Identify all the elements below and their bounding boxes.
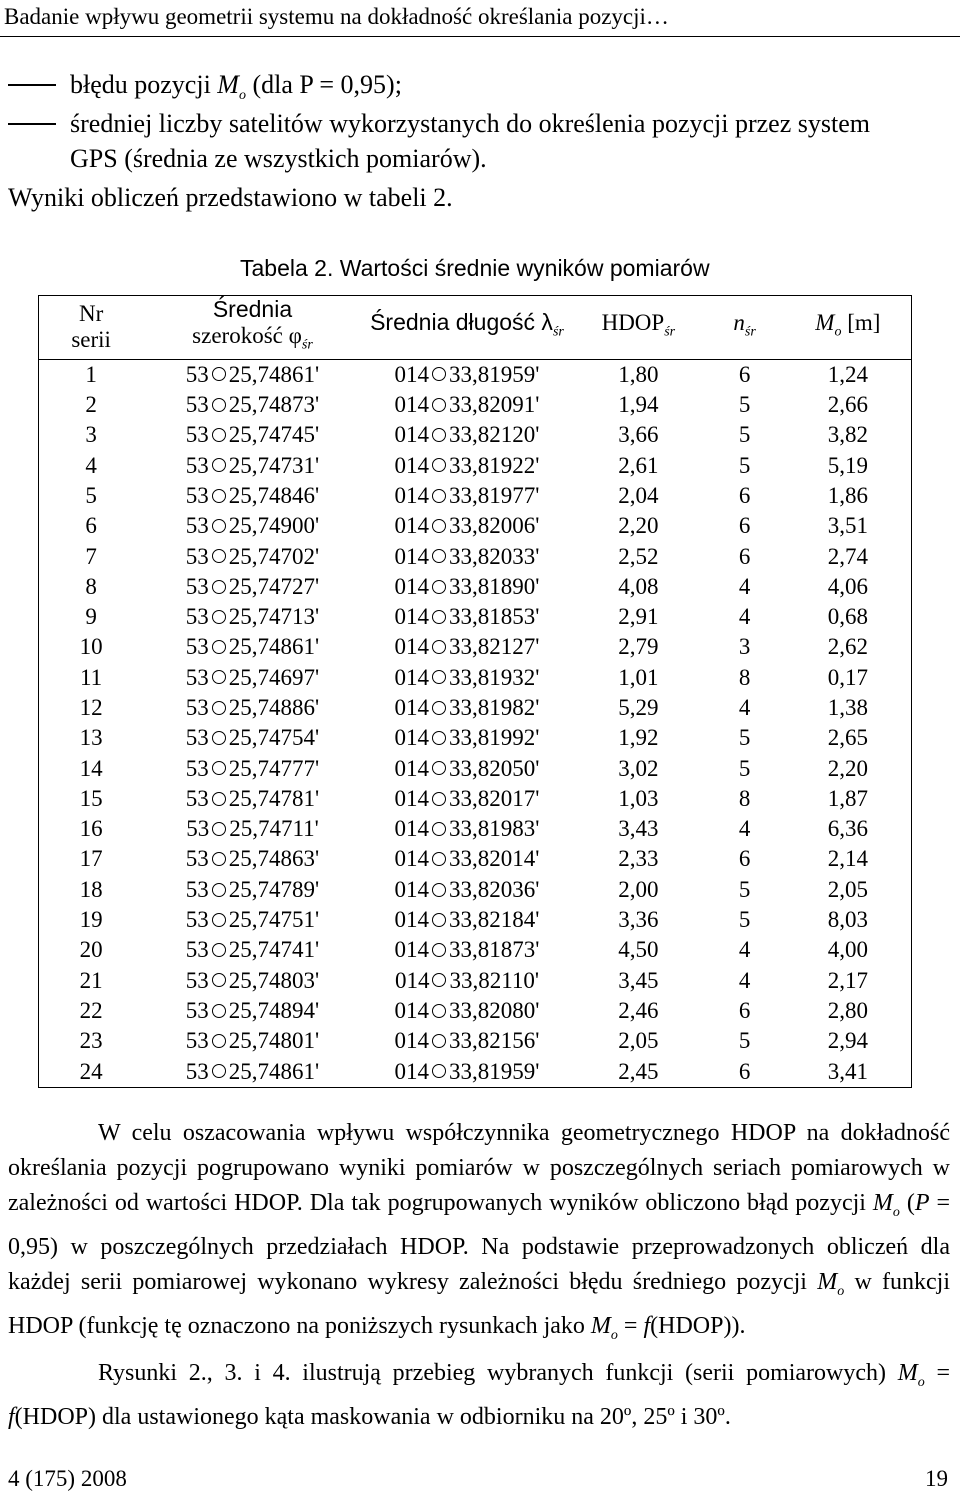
cell-position-error: 3,82 — [827, 422, 868, 448]
cell-satellite-count: 5 — [738, 876, 751, 902]
degree-circle-icon — [212, 943, 226, 957]
cell-hdop: 1,01 — [618, 664, 659, 690]
cell-satellite-count: 4 — [738, 816, 751, 842]
cell-series-number: 20 — [79, 937, 103, 963]
table-row — [39, 723, 912, 753]
degree-circle-icon — [432, 428, 446, 442]
cell-latitude: 53 25,74861' — [185, 1058, 320, 1084]
cell-position-error: 1,24 — [827, 361, 868, 387]
cell-longitude: 014 33,81982' — [394, 695, 540, 720]
cell-series-number: 10 — [79, 634, 103, 660]
cell-longitude: 014 33,81992' — [394, 725, 540, 751]
cell-latitude: 53 25,74861' — [185, 361, 320, 387]
cell-satellite-count: 4 — [738, 937, 751, 963]
cell-latitude: 53 25,74754' — [185, 725, 320, 751]
cell-longitude: 014 33,82127' — [394, 634, 540, 660]
cell-series-number: 12 — [79, 695, 103, 720]
cell-longitude: 014 33,82050' — [394, 755, 540, 781]
table-row — [39, 966, 912, 996]
table-row — [39, 541, 912, 571]
degree-circle-icon — [432, 610, 446, 624]
cell-longitude: 014 33,81983' — [394, 816, 540, 842]
cell-latitude: 53 25,74873' — [185, 392, 320, 418]
cell-longitude: 014 33,81853' — [394, 604, 540, 630]
table-row — [39, 359, 912, 390]
degree-circle-icon — [432, 670, 446, 684]
cell-longitude: 014 33,82033' — [394, 543, 540, 569]
cell-series-number: 21 — [79, 967, 103, 993]
cell-satellite-count: 5 — [738, 392, 751, 418]
degree-circle-icon — [212, 489, 226, 503]
page-number: 19 — [925, 1466, 948, 1491]
cell-hdop: 5,29 — [618, 695, 659, 720]
cell-position-error: 5,19 — [827, 452, 868, 478]
cell-latitude: 53 25,74702' — [185, 543, 320, 569]
cell-series-number: 6 — [85, 513, 97, 539]
table-row — [39, 905, 912, 935]
table-row — [39, 1026, 912, 1056]
cell-satellite-count: 6 — [738, 543, 751, 569]
degree-circle-icon — [212, 1004, 226, 1018]
cell-position-error: 4,06 — [827, 573, 868, 599]
intro-sentence: Wyniki obliczeń przedstawiono w tabeli 2. — [8, 183, 453, 212]
table-row — [39, 390, 912, 420]
body-paragraph-figures: Rysunki 2., 3. i 4. ilustrują przebieg wybranych funkcji (serii pomiarowych) $M_o$ = f(HDOP) dla ustawionego kąta maskowania w odbiorniku na 20º, 25º i 30º. — [8, 1360, 950, 1430]
cell-hdop: 2,20 — [618, 513, 659, 539]
list-item-text: błędu pozycji $M_o$ (dla P = 0,95); — [70, 70, 402, 104]
table-row — [39, 481, 912, 511]
cell-latitude: 53 25,74727' — [185, 573, 320, 599]
degree-circle-icon — [432, 913, 446, 927]
cell-series-number: 19 — [79, 907, 103, 933]
table-header-row — [39, 296, 912, 360]
cell-position-error: 8,03 — [827, 907, 868, 933]
cell-satellite-count: 5 — [738, 422, 751, 448]
cell-series-number: 2 — [85, 392, 97, 418]
cell-latitude: 53 25,74697' — [185, 664, 320, 690]
cell-series-number: 3 — [85, 422, 97, 448]
cell-latitude: 53 25,74731' — [185, 452, 320, 478]
degree-circle-icon — [432, 973, 446, 987]
table-row — [39, 875, 912, 905]
cell-series-number: 4 — [85, 452, 97, 478]
cell-hdop: 3,66 — [618, 422, 659, 448]
cell-satellite-count: 5 — [738, 907, 751, 933]
cell-hdop: 2,46 — [618, 997, 659, 1023]
cell-hdop: 3,02 — [618, 755, 659, 781]
cell-satellite-count: 8 — [738, 785, 751, 811]
degree-circle-icon — [212, 731, 226, 745]
table-row — [39, 996, 912, 1026]
cell-hdop: 1,94 — [618, 392, 659, 418]
cell-position-error: 2,65 — [827, 725, 868, 751]
cell-hdop: 1,92 — [618, 725, 659, 751]
degree-circle-icon — [432, 519, 446, 533]
cell-hdop: 2,04 — [618, 482, 659, 508]
header-series-number: Nr serii — [39, 296, 144, 360]
degree-circle-icon — [212, 822, 226, 836]
cell-position-error: 2,14 — [827, 846, 868, 872]
list-item-text: średniej liczby satelitów wykorzystanych do określenia pozycji przez system — [70, 109, 870, 138]
cell-series-number: 18 — [79, 876, 103, 902]
cell-longitude: 014 33,82014' — [394, 846, 540, 872]
cell-series-number: 5 — [85, 482, 97, 508]
cell-satellite-count: 6 — [738, 513, 751, 539]
degree-circle-icon — [212, 640, 226, 654]
table-row — [39, 693, 912, 723]
dash-bullet — [8, 84, 56, 86]
cell-position-error: 2,05 — [827, 876, 868, 902]
cell-latitude: 53 25,74713' — [185, 604, 320, 630]
cell-latitude: 53 25,74886' — [185, 695, 320, 720]
header-satellite-count: $n_{śr}$ — [705, 296, 785, 360]
degree-circle-icon — [432, 852, 446, 866]
cell-satellite-count: 4 — [738, 573, 751, 599]
degree-circle-icon — [212, 973, 226, 987]
cell-latitude: 53 25,74711' — [186, 816, 319, 842]
cell-series-number: 11 — [80, 664, 103, 690]
cell-series-number: 8 — [85, 573, 97, 599]
cell-series-number: 7 — [85, 543, 97, 569]
table-row — [39, 572, 912, 602]
cell-position-error: 1,38 — [827, 695, 868, 720]
cell-satellite-count: 4 — [738, 695, 751, 720]
cell-position-error: 2,74 — [827, 543, 868, 569]
cell-hdop: 2,05 — [618, 1028, 659, 1054]
cell-series-number: 14 — [79, 755, 103, 781]
cell-satellite-count: 4 — [738, 604, 751, 630]
cell-position-error: 6,36 — [827, 816, 868, 842]
cell-satellite-count: 6 — [738, 846, 751, 872]
cell-longitude: 014 33,82184' — [394, 907, 540, 933]
degree-circle-icon — [212, 398, 226, 412]
results-table — [38, 295, 912, 1088]
degree-circle-icon — [432, 398, 446, 412]
degree-circle-icon — [212, 428, 226, 442]
header-mean-latitude: Średnia szerokość $\varphi_{śr}$ — [143, 296, 362, 360]
cell-longitude: 014 33,81977' — [394, 482, 540, 508]
cell-hdop: 2,00 — [618, 876, 659, 902]
cell-latitude: 53 25,74861' — [185, 634, 320, 660]
cell-series-number: 13 — [79, 725, 103, 751]
table-row — [39, 632, 912, 662]
table-row — [39, 753, 912, 783]
cell-latitude: 53 25,74801' — [185, 1028, 320, 1054]
degree-circle-icon — [212, 792, 226, 806]
cell-hdop: 3,45 — [618, 967, 659, 993]
table-row — [39, 450, 912, 480]
header-hdop: $HDOP_{śr}$ — [572, 296, 704, 360]
cell-latitude: 53 25,74751' — [185, 907, 320, 933]
cell-latitude: 53 25,74894' — [185, 997, 320, 1023]
cell-longitude: 014 33,82080' — [394, 997, 540, 1023]
cell-latitude: 53 25,74803' — [185, 967, 320, 993]
cell-longitude: 014 33,82110' — [394, 967, 539, 993]
header-divider — [0, 36, 960, 37]
degree-circle-icon — [432, 761, 446, 775]
degree-circle-icon — [432, 943, 446, 957]
cell-hdop: 4,50 — [618, 937, 659, 963]
header-mean-longitude: Średnia długość $\lambda_{śr}$ — [362, 296, 572, 360]
cell-series-number: 9 — [85, 604, 97, 630]
cell-hdop: 2,45 — [618, 1058, 659, 1084]
cell-position-error: 0,68 — [827, 604, 868, 630]
cell-longitude: 014 33,81922' — [394, 452, 540, 478]
cell-series-number: 15 — [79, 785, 103, 811]
degree-circle-icon — [432, 792, 446, 806]
cell-longitude: 014 33,82091' — [394, 392, 540, 418]
cell-position-error: 2,66 — [827, 392, 868, 418]
degree-circle-icon — [212, 670, 226, 684]
degree-circle-icon — [212, 761, 226, 775]
cell-latitude: 53 25,74900' — [185, 513, 320, 539]
cell-satellite-count: 5 — [738, 452, 751, 478]
degree-circle-icon — [212, 610, 226, 624]
cell-satellite-count: 8 — [738, 664, 751, 690]
cell-hdop: 2,52 — [618, 543, 659, 569]
degree-circle-icon — [432, 489, 446, 503]
degree-circle-icon — [432, 580, 446, 594]
list-item-text-continued: GPS (średnia ze wszystkich pomiarów). — [70, 144, 487, 173]
cell-series-number: 22 — [79, 997, 103, 1023]
table-row — [39, 420, 912, 450]
cell-satellite-count: 6 — [738, 361, 751, 387]
degree-circle-icon — [212, 701, 226, 715]
degree-circle-icon — [432, 1034, 446, 1048]
cell-position-error: 2,94 — [827, 1028, 868, 1054]
cell-position-error: 2,62 — [827, 634, 868, 660]
degree-circle-icon — [212, 519, 226, 533]
cell-series-number: 24 — [79, 1058, 103, 1084]
degree-circle-icon — [212, 883, 226, 897]
cell-latitude: 53 25,74846' — [185, 482, 320, 508]
cell-latitude: 53 25,74777' — [185, 755, 320, 781]
cell-latitude: 53 25,74863' — [185, 846, 320, 872]
table-row — [39, 784, 912, 814]
degree-circle-icon — [432, 549, 446, 563]
cell-series-number: 1 — [85, 361, 97, 387]
cell-hdop: 1,80 — [618, 361, 659, 387]
degree-circle-icon — [432, 1004, 446, 1018]
degree-circle-icon — [432, 640, 446, 654]
degree-circle-icon — [432, 701, 446, 715]
cell-satellite-count: 6 — [738, 482, 751, 508]
cell-position-error: 2,17 — [827, 967, 868, 993]
cell-series-number: 23 — [79, 1028, 103, 1054]
cell-longitude: 014 33,82017' — [394, 785, 540, 811]
cell-satellite-count: 5 — [738, 725, 751, 751]
cell-position-error: 1,87 — [827, 785, 868, 811]
cell-hdop: 2,91 — [618, 604, 659, 630]
cell-longitude: 014 33,81959' — [394, 361, 540, 387]
degree-circle-icon — [212, 549, 226, 563]
cell-longitude: 014 33,82036' — [394, 876, 540, 902]
table-row — [39, 814, 912, 844]
body-paragraph-hdop-grouping: W celu oszacowania wpływu współczynnika geometrycznego HDOP na dokładność określania pozycji pogrupowano wyniki pomiarów w poszczególnych seriach pomiarowych w zależności od wartości HDOP. Dla tak pogrupowanych wyników obliczono błąd pozycji $M_o$ (P = 0,95) w poszczególnych przedziałach HDOP. Na podstawie przeprowadzonych obliczeń dla każdej serii pomiarowej wykonano wykresy zależności błędu średniego pozycji $M_o$ w funkcji HDOP (funkcję tę oznaczono na poniższych rysunkach jako $M_o$ = f(HDOP)). — [8, 1120, 951, 1343]
table-row — [39, 663, 912, 693]
cell-latitude: 53 25,74789' — [185, 876, 320, 902]
cell-position-error: 0,17 — [827, 664, 868, 690]
running-header: Badanie wpływu geometrii systemu na dokładność określania pozycji… — [4, 4, 669, 29]
cell-longitude: 014 33,81873' — [394, 937, 540, 963]
table-caption: Tabela 2. Wartości średnie wyników pomiarów — [240, 255, 710, 281]
cell-longitude: 014 33,81959' — [394, 1058, 540, 1084]
degree-circle-icon — [212, 1034, 226, 1048]
table-row — [39, 511, 912, 541]
degree-circle-icon — [432, 367, 446, 381]
cell-position-error: 1,86 — [827, 482, 868, 508]
header-position-error: $M_o$ [m] — [785, 296, 912, 360]
cell-satellite-count: 5 — [738, 755, 751, 781]
cell-satellite-count: 4 — [738, 967, 751, 993]
cell-satellite-count: 6 — [738, 997, 751, 1023]
cell-longitude: 014 33,81890' — [394, 573, 540, 599]
degree-circle-icon — [432, 822, 446, 836]
cell-series-number: 17 — [79, 846, 103, 872]
degree-circle-icon — [212, 458, 226, 472]
degree-circle-icon — [212, 913, 226, 927]
cell-longitude: 014 33,82156' — [394, 1028, 540, 1054]
table-row — [39, 935, 912, 965]
cell-latitude: 53 25,74741' — [185, 937, 320, 963]
degree-circle-icon — [212, 580, 226, 594]
cell-longitude: 014 33,82006' — [394, 513, 540, 539]
cell-satellite-count: 3 — [738, 634, 751, 660]
cell-hdop: 1,03 — [618, 785, 659, 811]
cell-satellite-count: 5 — [738, 1028, 751, 1054]
issue-number: 4 (175) 2008 — [8, 1466, 127, 1491]
degree-circle-icon — [432, 731, 446, 745]
cell-hdop: 4,08 — [618, 573, 659, 599]
cell-position-error: 4,00 — [827, 937, 868, 963]
degree-circle-icon — [432, 883, 446, 897]
table-row — [39, 844, 912, 874]
cell-position-error: 2,80 — [827, 997, 868, 1023]
cell-hdop: 3,36 — [618, 907, 659, 933]
cell-hdop: 2,79 — [618, 634, 659, 660]
cell-position-error: 3,51 — [827, 513, 868, 539]
degree-circle-icon — [432, 458, 446, 472]
degree-circle-icon — [212, 1064, 226, 1078]
cell-longitude: 014 33,82120' — [394, 422, 540, 448]
cell-latitude: 53 25,74781' — [185, 785, 320, 811]
cell-position-error: 2,20 — [827, 755, 868, 781]
cell-longitude: 014 33,81932' — [394, 664, 540, 690]
cell-hdop: 3,43 — [618, 816, 659, 842]
cell-series-number: 16 — [79, 816, 103, 842]
dash-bullet — [8, 123, 56, 125]
cell-position-error: 3,41 — [827, 1058, 868, 1084]
cell-satellite-count: 6 — [738, 1058, 751, 1084]
degree-circle-icon — [212, 852, 226, 866]
cell-hdop: 2,33 — [618, 846, 659, 872]
degree-circle-icon — [432, 1064, 446, 1078]
table-row — [39, 602, 912, 632]
degree-circle-icon — [212, 367, 226, 381]
cell-latitude: 53 25,74745' — [185, 422, 320, 448]
table-row — [39, 1056, 912, 1087]
cell-hdop: 2,61 — [618, 452, 659, 478]
